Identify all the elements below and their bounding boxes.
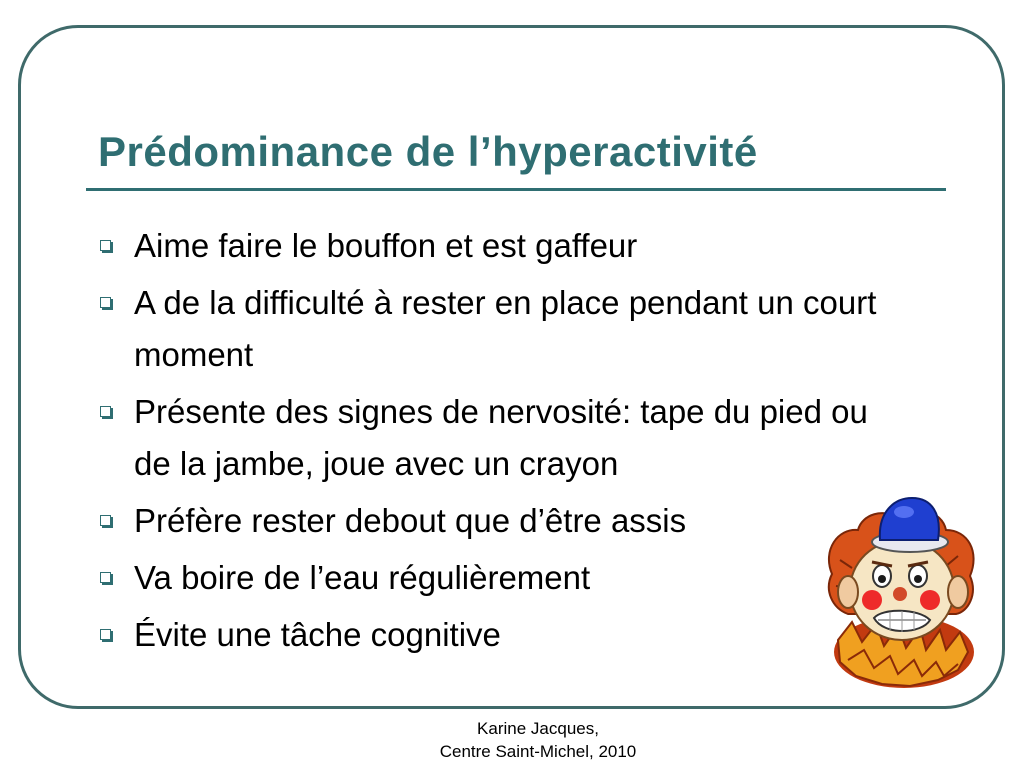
footer-affiliation: Centre Saint-Michel, 2010	[439, 742, 637, 761]
bullet-text: Présente des signes de nervosité: tape du pied ou de la jambe, joue avec un crayon	[134, 393, 868, 482]
square-bullet-icon	[100, 406, 111, 417]
right-ear	[948, 576, 968, 608]
square-bullet-icon	[100, 297, 111, 308]
square-bullet-icon	[100, 515, 111, 526]
square-bullet-icon	[100, 240, 111, 251]
title-underline	[86, 188, 946, 191]
bullet-text: Évite une tâche cognitive	[134, 616, 501, 653]
left-cheek	[862, 590, 882, 610]
square-bullet-icon	[100, 572, 111, 583]
square-bullet-icon	[100, 629, 111, 640]
bullet-text: A de la difficulté à rester en place pendant un court moment	[134, 284, 877, 373]
left-ear	[838, 576, 858, 608]
slide-footer	[360, 717, 716, 763]
right-cheek	[920, 590, 940, 610]
list-item	[96, 386, 946, 490]
hat	[872, 498, 948, 552]
slide-title: Prédominance de l’hyperactivité	[98, 128, 758, 175]
bullet-text: Préfère rester debout que d’être assis	[134, 502, 687, 539]
bullet-text: Va boire de l’eau régulièrement	[134, 559, 591, 596]
footer-author: Karine Jacques,	[477, 719, 599, 738]
bullet-text: Aime faire le bouffon et est gaffeur	[134, 227, 638, 264]
nose	[893, 587, 907, 601]
clown-icon	[818, 490, 984, 690]
list-item	[96, 277, 946, 381]
list-item	[96, 220, 946, 272]
